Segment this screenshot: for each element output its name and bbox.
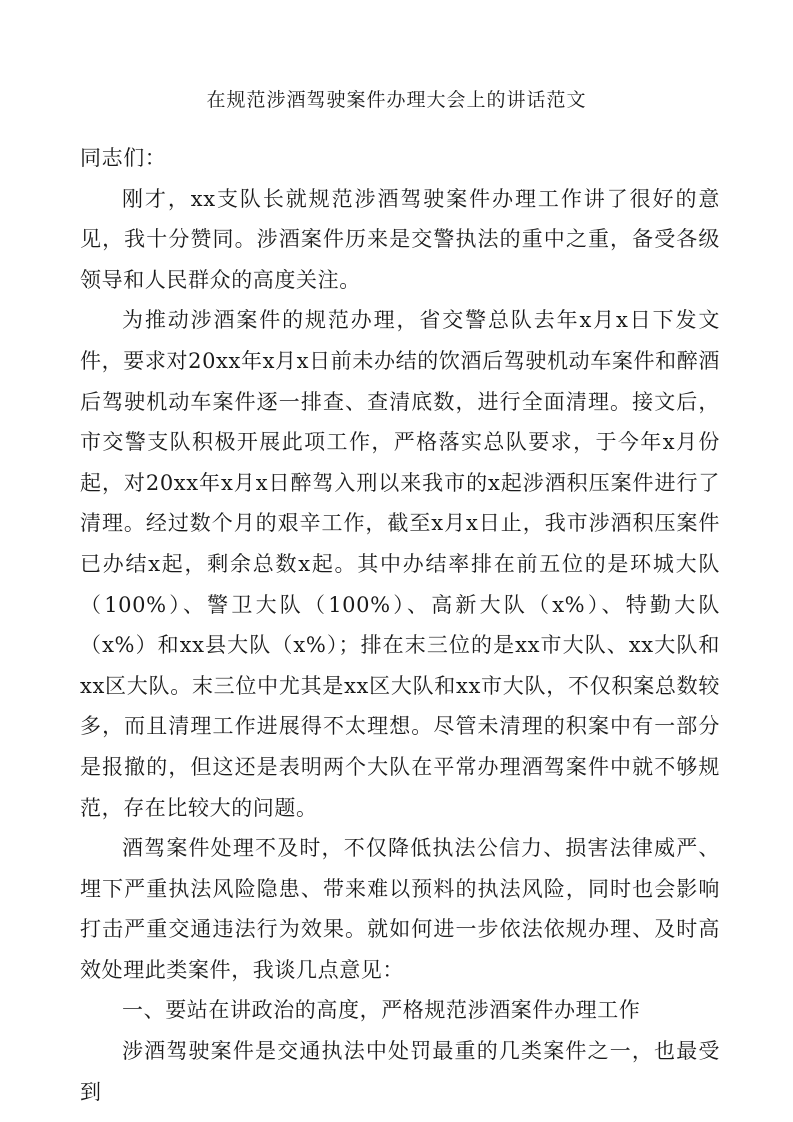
paragraph-risks: 酒驾案件处理不及时，不仅降低执法公信力、损害法律威严、埋下严重执法风险隐患、带来难以预料的执法风险，同时也会影响打击严重交通违法行为效果。就如何进一步依法依规办理、及时高效处理此类案件，我谈几点意见： [80,836,720,982]
paragraph-opening: 刚才，xx支队长就规范涉酒驾驶案件办理工作讲了很好的意见，我十分赞同。涉酒案件历来是交警执法的重中之重，备受各级领导和人民群众的高度关注。 [80,186,720,292]
paragraph-cleanup-report: 为推动涉酒案件的规范办理，省交警总队去年x月x日下发文件，要求对20xx年x月x日前未办结的饮酒后驾驶机动车案件和醉酒后驾驶机动车案件逐一排查、查清底数，进行全面清理。接文后，市交警支队积极开展此项工作，严格落实总队要求，于今年x月份起，对20xx年x月x日醉驾入刑以来我市的x起涉酒积压案件进行了清理。经过数个月的艰辛工作，截至x月x日止，我市涉酒积压案件已办结x起，剩余总数x起。其中办结率排在前五位的是环城大队（100%）、警卫大队（100%）、高新大队（x%）、特勤大队（x%）和xx县大队（x%）；排在末三位的是xx市大队、xx大队和xx区大队。末三位中尤其是xx区大队和xx市大队，不仅积案总数较多，而且清理工作进展得不太理想。尽管未清理的积案中有一部分是报撤的，但这还是表明两个大队在平常办理酒驾案件中就不够规范，存在比较大的问题。 [80,308,720,820]
salutation: 同志们： [80,146,167,170]
document-body [80,138,720,1112]
paragraph-section-1: 涉酒驾驶案件是交通执法中处罚最重的几类案件之一，也最受到 [80,1039,720,1104]
document-title: 在规范涉酒驾驶案件办理大会上的讲话范文 [206,89,587,111]
section-heading-1: 一、要站在讲政治的高度，严格规范涉酒案件办理工作 [122,998,641,1023]
